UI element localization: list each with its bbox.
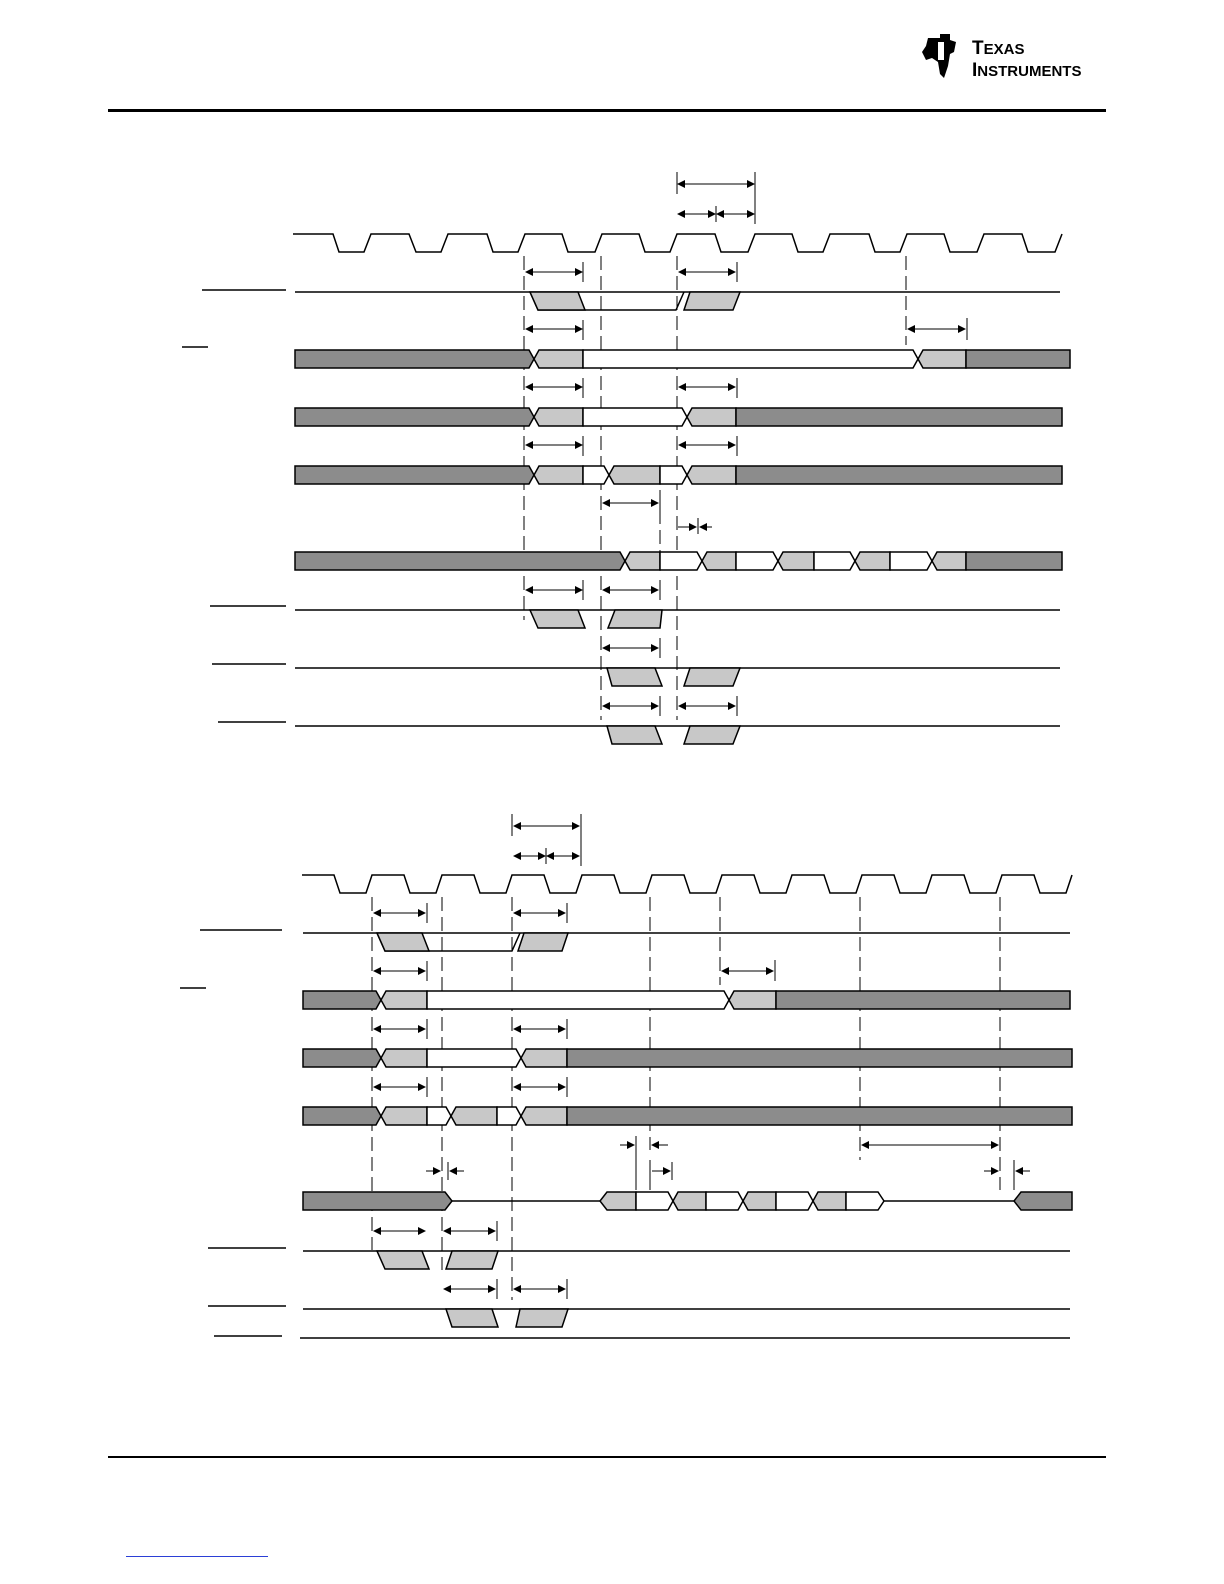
ti-logo <box>918 32 1108 82</box>
timing-diagram-2-svg <box>160 800 1080 1360</box>
timing-diagram-1 <box>160 160 1080 785</box>
timing-diagram-2 <box>160 800 1080 1365</box>
footer-link-underline[interactable] <box>126 1556 268 1557</box>
brand-line2: INSTRUMENTS <box>972 60 1082 81</box>
clock-waveform <box>293 234 1062 252</box>
ti-logo-mark <box>918 32 1108 82</box>
clock-waveform-2 <box>302 875 1072 893</box>
brand-line1: TEXAS <box>972 38 1025 59</box>
header-rule <box>108 109 1106 112</box>
footer-rule <box>108 1456 1106 1458</box>
timing-diagram-1-svg <box>160 160 1080 780</box>
